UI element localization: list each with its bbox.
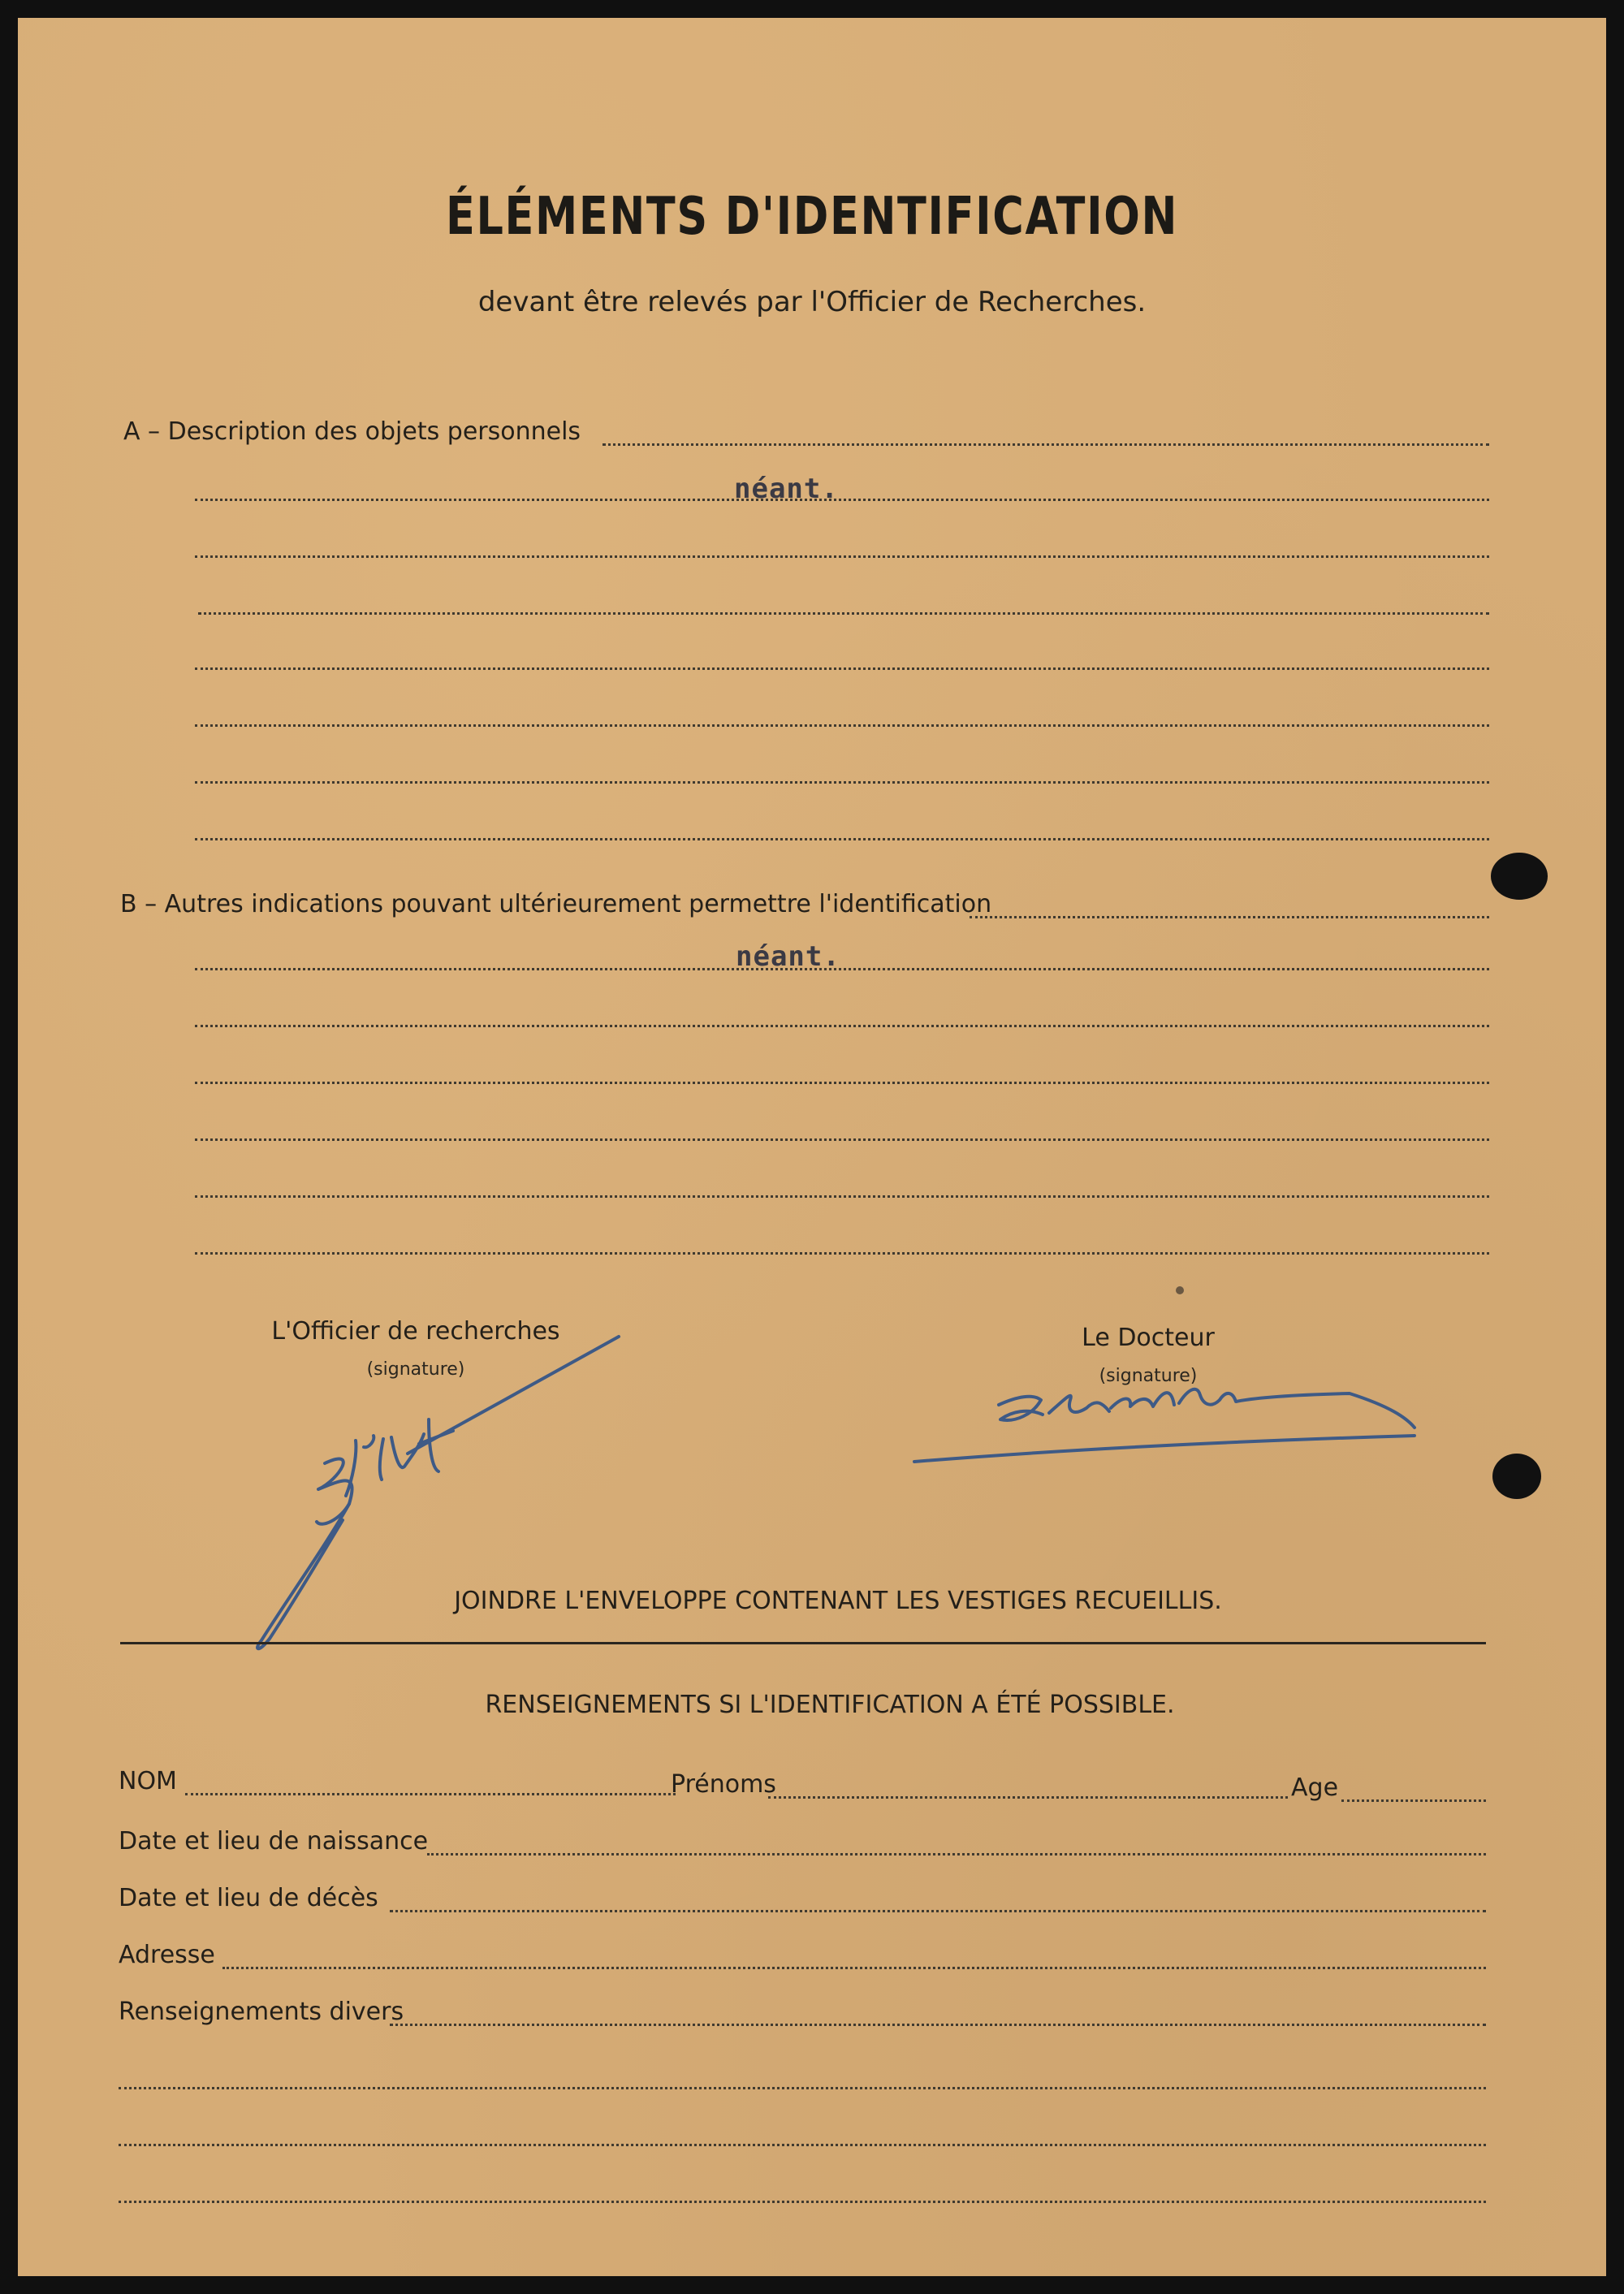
- deces-line: [390, 1910, 1486, 1912]
- section-a-typed-value: néant.: [734, 473, 839, 505]
- officer-label: L'Officier de recherches: [271, 1317, 560, 1346]
- punch-hole-upper: [1491, 853, 1548, 900]
- nom-line: [185, 1793, 676, 1795]
- form-sheet: [18, 18, 1606, 2276]
- section-b-typed-value: néant.: [736, 940, 840, 973]
- paper-speck: [1176, 1286, 1184, 1294]
- section-a-label: A – Description des objets personnels: [123, 417, 581, 446]
- adresse-line: [222, 1967, 1486, 1969]
- divers-line-4: [119, 2201, 1486, 2203]
- divers-label: Renseignements divers: [119, 1998, 404, 2026]
- divers-line-1: [390, 2024, 1486, 2026]
- identification-heading: RENSEIGNEMENTS SI L'IDENTIFICATION A ÉTÉ POSSIBLE.: [485, 1691, 1175, 1719]
- prenoms-line: [768, 1796, 1288, 1799]
- section-divider: [120, 1642, 1486, 1644]
- page-title: ÉLÉMENTS D'IDENTIFICATION: [445, 187, 1179, 247]
- nom-label: NOM: [119, 1767, 177, 1795]
- handwritten-signatures: [18, 18, 1606, 2276]
- age-label: Age: [1291, 1773, 1339, 1802]
- section-b-label: B – Autres indications pouvant ultérieurement permettre l'identification: [120, 890, 992, 918]
- instruction-text: JOINDRE L'ENVELOPPE CONTENANT LES VESTIGES RECUEILLIS.: [454, 1587, 1222, 1615]
- doctor-label: Le Docteur: [1082, 1324, 1215, 1352]
- page-subtitle: devant être relevés par l'Officier de Recherches.: [477, 286, 1147, 318]
- doctor-signature-caption: (signature): [1099, 1366, 1198, 1386]
- punch-hole-lower: [1492, 1454, 1541, 1499]
- adresse-label: Adresse: [119, 1941, 215, 1969]
- deces-label: Date et lieu de décès: [119, 1884, 378, 1912]
- prenoms-label: Prénoms: [671, 1770, 776, 1799]
- age-line: [1341, 1799, 1486, 1802]
- divers-line-2: [119, 2087, 1486, 2089]
- naissance-line: [427, 1853, 1486, 1856]
- officer-signature-caption: (signature): [366, 1359, 465, 1380]
- divers-line-3: [119, 2144, 1486, 2146]
- naissance-label: Date et lieu de naissance: [119, 1827, 429, 1856]
